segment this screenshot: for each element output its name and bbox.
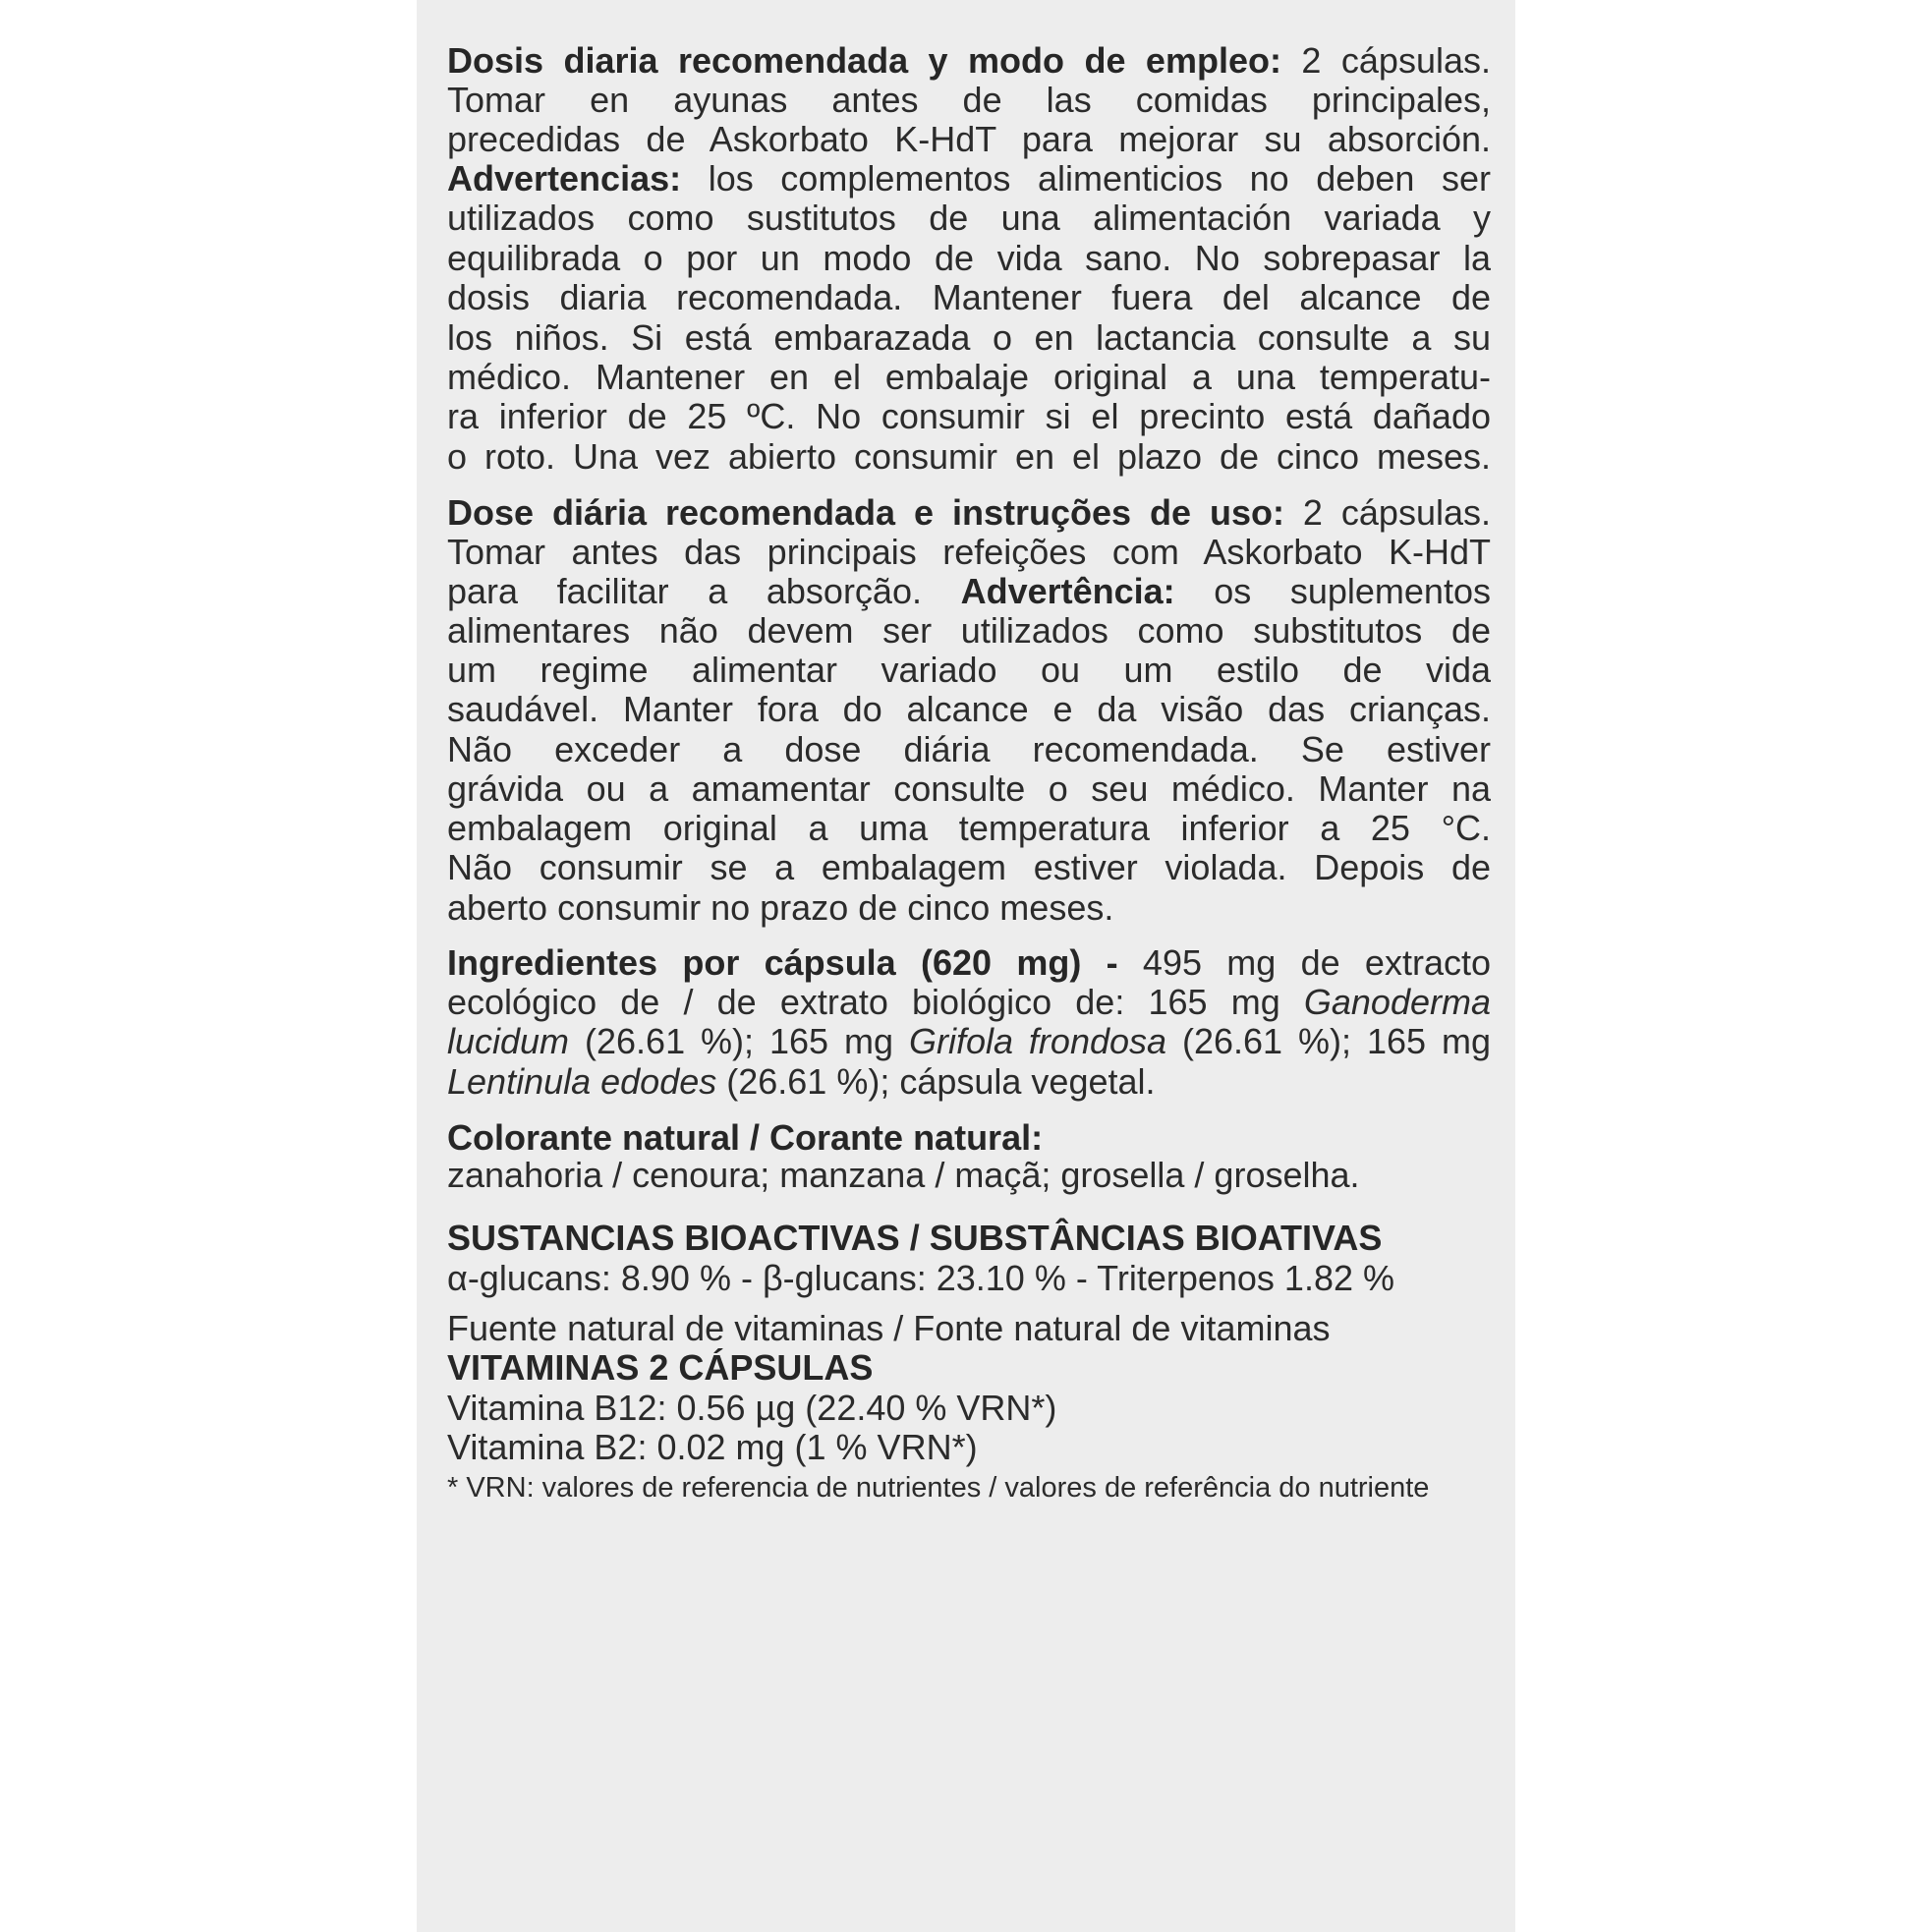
text-segment: aberto consumir no prazo de cinco meses. <box>447 887 1114 928</box>
italic-text: Ganoderma <box>1303 982 1491 1022</box>
text-segment: los complementos alimenticios no deben ser <box>681 158 1491 199</box>
bold-text: Advertencias: <box>447 158 682 199</box>
text-segment: ecológico de / de extrato biológico de: 165 mg <box>447 982 1304 1022</box>
text-line <box>447 609 1491 653</box>
bold-text: Colorante natural / Corante natural: <box>447 1117 1044 1158</box>
text-segment: equilibrada o por un modo de vida sano. No sobrepasar la <box>447 238 1491 278</box>
text-segment: zanahoria / cenoura; manzana / maçã; grosella / groselha. <box>447 1155 1360 1195</box>
text-line <box>447 688 1491 731</box>
text-segment: alimentares não devem ser utilizados como substitutos de <box>447 610 1491 651</box>
text-line <box>447 1466 1491 1509</box>
text-segment: (26.61 %); 165 mg <box>1166 1021 1491 1061</box>
text-line <box>447 807 1491 850</box>
italic-text: Lentinula edodes <box>447 1061 717 1102</box>
text-line <box>447 570 1491 613</box>
text-line <box>447 531 1491 574</box>
text-line <box>447 39 1491 83</box>
text-line <box>447 1387 1491 1430</box>
text-line <box>447 1346 1491 1390</box>
text-segment: Fuente natural de vitaminas / Fonte natural de vitaminas <box>447 1308 1331 1348</box>
text-segment: grávida ou a amamentar consulte o seu médico. Manter na <box>447 768 1491 809</box>
italic-text: lucidum <box>447 1021 570 1061</box>
text-line <box>447 1020 1491 1063</box>
text-segment: Vitamina B2: 0.02 mg (1 % VRN*) <box>447 1427 978 1467</box>
text-segment: * VRN: valores de referencia de nutrientes / valores de referência do nutriente <box>447 1472 1430 1504</box>
text-segment: ra inferior de 25 ºC. No consumir si el precinto está dañado <box>447 396 1491 436</box>
text-line <box>447 1217 1491 1260</box>
bold-text: Dosis diaria recomendada y modo de empleo: <box>447 40 1281 81</box>
bold-text: Dose diária recomendada e instruções de uso: <box>447 492 1284 533</box>
text-segment: 2 cápsulas. <box>1283 492 1491 533</box>
bold-text: SUSTANCIAS BIOACTIVAS / SUBSTÂNCIAS BIOATIVAS <box>447 1218 1383 1258</box>
text-segment: α-glucans: 8.90 % - β-glucans: 23.10 % - Triterpenos 1.82 % <box>447 1258 1395 1298</box>
text-line <box>447 157 1491 200</box>
text-line <box>447 846 1491 889</box>
text-line <box>447 767 1491 811</box>
italic-text: Grifola frondosa <box>908 1021 1167 1061</box>
text-segment: saudável. Manter fora do alcance e da visão das crianças. <box>447 689 1491 729</box>
text-line <box>447 1307 1491 1350</box>
text-line <box>447 1060 1491 1104</box>
text-segment: Não exceder a dose diária recomendada. Se estiver <box>447 729 1491 769</box>
text-segment: dosis diaria recomendada. Mantener fuera del alcance de <box>447 277 1491 317</box>
text-line <box>447 886 1491 930</box>
text-line <box>447 1426 1491 1469</box>
text-segment: médico. Mantener en el embalaje original a una temperatu- <box>447 357 1491 397</box>
text-segment: o roto. Una vez abierto consumir en el plazo de cinco meses. <box>447 436 1491 477</box>
text-line <box>447 1154 1491 1197</box>
bold-text: Advertência: <box>960 571 1175 611</box>
text-line <box>447 237 1491 280</box>
text-line <box>447 981 1491 1024</box>
text-line <box>447 395 1491 438</box>
text-line <box>447 941 1491 985</box>
text-segment: utilizados como sustitutos de una alimentación variada y <box>447 198 1491 238</box>
text-line <box>447 79 1491 122</box>
text-segment: (26.61 %); 165 mg <box>569 1021 909 1061</box>
text-segment: los niños. Si está embarazada o en lactancia consulte a su <box>447 317 1491 358</box>
text-line <box>447 276 1491 319</box>
text-line <box>447 118 1491 161</box>
text-segment: precedidas de Askorbato K-HdT para mejorar su absorción. <box>447 119 1491 159</box>
text-segment: 495 mg de extracto <box>1117 942 1491 983</box>
text-segment: um regime alimentar variado ou um estilo de vida <box>447 650 1491 690</box>
text-line <box>447 316 1491 360</box>
text-segment: Tomar en ayunas antes de las comidas principales, <box>447 80 1491 120</box>
text-line <box>447 1257 1491 1300</box>
text-segment: Não consumir se a embalagem estiver violada. Depois de <box>447 847 1491 887</box>
text-segment: embalagem original a uma temperatura inferior a 25 °C. <box>447 808 1491 848</box>
text-segment: para facilitar a absorção. <box>447 571 961 611</box>
text-line <box>447 491 1491 535</box>
bold-text: Ingredientes por cápsula (620 mg) - <box>447 942 1118 983</box>
text-line <box>447 356 1491 399</box>
text-segment: os suplementos <box>1174 571 1491 611</box>
text-line <box>447 197 1491 240</box>
text-segment: Tomar antes das principais refeições com Askorbato K-HdT <box>447 532 1491 572</box>
text-line <box>447 728 1491 771</box>
text-segment: Vitamina B12: 0.56 µg (22.40 % VRN*) <box>447 1388 1057 1428</box>
text-line <box>447 649 1491 692</box>
text-line <box>447 435 1491 479</box>
bold-text: VITAMINAS 2 CÁPSULAS <box>447 1347 874 1388</box>
text-segment: 2 cápsulas. <box>1280 40 1491 81</box>
text-segment: (26.61 %); cápsula vegetal. <box>716 1061 1156 1102</box>
